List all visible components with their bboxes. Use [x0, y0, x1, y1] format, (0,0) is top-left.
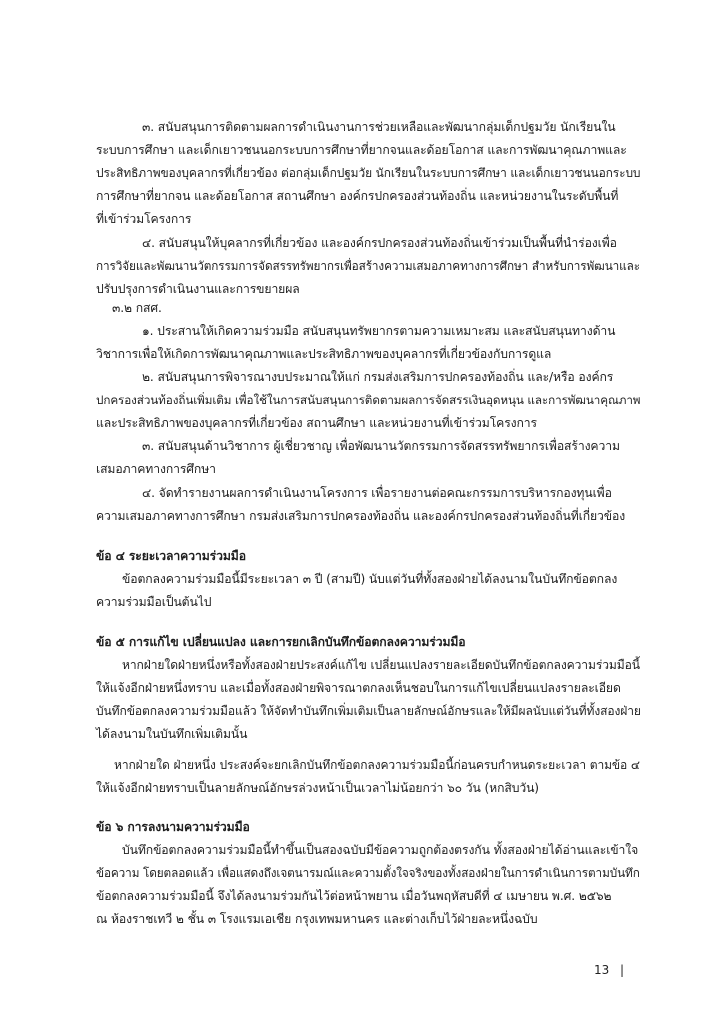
- paragraph-line: หากฝ่ายใดฝ่ายหนึ่งหรือทั้งสองฝ่ายประสงค์แก้ไข เปลี่ยนแปลงรายละเอียดบันทึกข้อตกลงความร่วมมือนี้: [122, 658, 640, 672]
- paragraph-line: ข้อตกลงความร่วมมือนี้มีระยะเวลา ๓ ปี (สามปี) นับแต่วันที่ทั้งสองฝ่ายได้ลงนามในบันทึกข้อตกลง: [122, 572, 618, 586]
- paragraph-line: ๔. จัดทำรายงานผลการดำเนินงานโครงการ เพื่อรายงานต่อคณะกรรมการบริหารกองทุนเพื่อ: [142, 486, 612, 500]
- paragraph-line: ๑. ประสานให้เกิดความร่วมมือ สนับสนุนทรัพยากรตามความเหมาะสม และสนับสนุนทางด้าน: [142, 324, 616, 338]
- paragraph-line: การศึกษาที่ยากจน และด้อยโอกาส สถานศึกษา องค์กรปกครองส่วนท้องถิ่น และหน่วยงานในระดับพื้นที่: [96, 189, 619, 203]
- paragraph-line: ๒. สนับสนุนการพิจารณางบประมาณให้แก่ กรมส่งเสริมการปกครองท้องถิ่น และ/หรือ องค์กร: [142, 370, 614, 384]
- paragraph-line: ความร่วมมือเป็นต้นไป: [96, 595, 212, 609]
- paragraph-line: บันทึกข้อตกลงความร่วมมือนี้ทำขึ้นเป็นสองฉบับมีข้อความถูกต้องตรงกัน ทั้งสองฝ่ายได้อ่านและเข้าใจ: [122, 843, 639, 857]
- paragraph-line: ระบบการศึกษา และเด็กเยาวชนนอกระบบการศึกษาที่ยากจนและด้อยโอกาส และการพัฒนาคุณภาพและ: [96, 143, 627, 157]
- paragraph-line: ข้อความ โดยตลอดแล้ว เพื่อแสดงถึงเจตนารมณ์และความตั้งใจจริงของทั้งสองฝ่ายในการดำเนินการตามบันทึก: [96, 866, 640, 880]
- section-3-2-heading: ๓.๒ กสศ.: [112, 301, 162, 315]
- page-number: 13: [594, 963, 610, 977]
- paragraph-line: ข้อตกลงความร่วมมือนี้ จึงได้ลงนามร่วมกันไว้ต่อหน้าพยาน เมื่อวันพฤหัสบดีที่ ๔ เมษายน พ.ศ. ๒๕๖๒: [96, 889, 612, 903]
- clause-4-heading: ข้อ ๔ ระยะเวลาความร่วมมือ: [96, 549, 246, 563]
- paragraph-line: ให้แจ้งอีกฝ่ายทราบเป็นลายลักษณ์อักษรล่วงหน้าเป็นเวลาไม่น้อยกว่า ๖๐ วัน (หกสิบวัน): [96, 781, 539, 795]
- paragraph-line: หากฝ่ายใด ฝ่ายหนึ่ง ประสงค์จะยกเลิกบันทึกข้อตกลงความร่วมมือนี้ก่อนครบกำหนดระยะเวลา ตามข้อ ๔: [114, 758, 640, 772]
- paragraph-line: ความเสมอภาคทางการศึกษา กรมส่งเสริมการปกครองท้องถิ่น และองค์กรปกครองส่วนท้องถิ่นที่เกี่ยวข้อง: [96, 509, 626, 523]
- paragraph-line: ๔. สนับสนุนให้บุคลากรที่เกี่ยวข้อง และองค์กรปกครองส่วนท้องถิ่นเข้าร่วมเป็นพื้นที่นำร่องเพื่อ: [142, 236, 617, 250]
- page-number-separator: |: [620, 963, 625, 977]
- paragraph-line: ๓. สนับสนุนด้านวิชาการ ผู้เชี่ยวชาญ เพื่อพัฒนานวัตกรรมการจัดสรรทรัพยากรเพื่อสร้างความ: [142, 439, 620, 453]
- paragraph-line: การวิจัยและพัฒนานวัตกรรมการจัดสรรทรัพยากรเพื่อสร้างความเสมอภาคทางการศึกษา สำหรับการพัฒนาและ: [96, 259, 640, 273]
- paragraph-line: ๓. สนับสนุนการติดตามผลการดำเนินงานการช่วยเหลือและพัฒนากลุ่มเด็กปฐมวัย นักเรียนใน: [142, 120, 616, 134]
- paragraph-line: วิชาการเพื่อให้เกิดการพัฒนาคุณภาพและประสิทธิภาพของบุคลากรที่เกี่ยวข้องกับการดูแล: [96, 347, 552, 361]
- paragraph-line: ปกครองส่วนท้องถิ่นเพิ่มเติม เพื่อใช้ในการสนับสนุนการติดตามผลการจัดสรรเงินอุดหนุน และการพัฒนาคุณภาพ: [96, 393, 641, 407]
- paragraph-line: ณ ห้องราชเทวี ๒ ชั้น ๓ โรงแรมเอเชีย กรุงเทพมหานคร และต่างเก็บไว้ฝ่ายละหนึ่งฉบับ: [96, 912, 538, 926]
- paragraph-line: ปรับปรุงการดำเนินงานและการขยายผล: [96, 282, 300, 296]
- clause-6-heading: ข้อ ๖ การลงนามความร่วมมือ: [96, 820, 250, 834]
- paragraph-line: ประสิทธิภาพของบุคลากรที่เกี่ยวข้อง ต่อกลุ่มเด็กปฐมวัย นักเรียนในระบบการศึกษา และเด็กเยาวชนนอกระบบ: [96, 166, 641, 180]
- paragraph-line: และประสิทธิภาพของบุคลากรที่เกี่ยวข้อง สถานศึกษา และหน่วยงานที่เข้าร่วมโครงการ: [96, 416, 537, 430]
- paragraph-line: ที่เข้าร่วมโครงการ: [96, 212, 192, 226]
- paragraph-line: ได้ลงนามในบันทึกเพิ่มเติมนั้น: [96, 727, 248, 741]
- paragraph-line: บันทึกข้อตกลงความร่วมมือแล้ว ให้จัดทำบันทึกเพิ่มเติมเป็นลายลักษณ์อักษรและให้มีผลนับแต่วันที่ทั้งสองฝ่าย: [96, 704, 641, 718]
- paragraph-line: เสมอภาคทางการศึกษา: [96, 462, 216, 476]
- clause-5-heading: ข้อ ๕ การแก้ไข เปลี่ยนแปลง และการยกเลิกบันทึกข้อตกลงความร่วมมือ: [96, 635, 466, 649]
- paragraph-line: ให้แจ้งอีกฝ่ายหนึ่งทราบ และเมื่อทั้งสองฝ่ายพิจารณาตกลงเห็นชอบในการแก้ไขเปลี่ยนแปลงรายละเอียด: [96, 681, 621, 695]
